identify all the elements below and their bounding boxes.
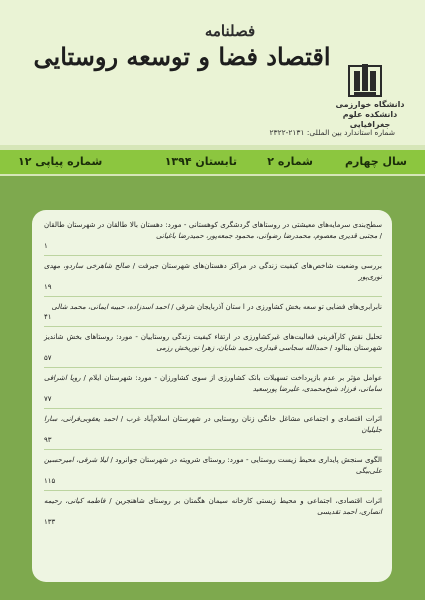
toc-entry xyxy=(44,261,382,297)
issue-season: تابستان ۱۳۹۴ xyxy=(164,155,237,168)
volume-year: سال چهارم xyxy=(344,155,407,168)
university-name-text: دانشگاه خوارزمی xyxy=(335,100,405,109)
article-authors: حمدالله سجاسی قیداری، حمید شایان، زهرا نوریخش رزمی xyxy=(156,344,328,352)
article-authors: فاطمه کیانی، رحیمه انصاری، احمد تقدیسی xyxy=(44,497,382,516)
article-title: نابرابری‌های فضایی تو سعه بخش کشاورزی در ا ستان آذربایجان شرقی / xyxy=(171,303,382,311)
article-page: ۴۱ xyxy=(44,313,52,321)
toc-divider xyxy=(44,449,382,450)
article-page: ۷۷ xyxy=(44,395,52,403)
toc-divider xyxy=(44,367,382,368)
article-page: ۹۳ xyxy=(44,436,52,444)
faculty-name-text: دانشکده علوم جغرافیایی xyxy=(342,110,398,129)
article-authors: احمد یعقوبی‌فرانی، سارا جلیلیان xyxy=(44,415,382,434)
toc-entry xyxy=(44,302,382,327)
article-title: سطح‌بندی سرمایه‌های معیشتی در روستاهای گردشگری کوهستانی - مورد: دهستان بالا طالقان در شهرستان طالقان / xyxy=(44,221,382,240)
article-page: ۱۹ xyxy=(44,283,52,291)
article-title: الگوی سنجش پایداری محیط زیست روستایی - مورد: روستای شرویته در شهرستان جوانرود / xyxy=(110,456,383,464)
toc-entry xyxy=(44,220,382,256)
article-title: اثرات اقتصادی و اجتماعی مشاغل خانگی زنان روستایی در شهرستان اسلام‌آباد غرب / xyxy=(120,415,382,423)
toc-entry xyxy=(44,332,382,368)
article-authors: لیلا شرفی، امیرحسین علی‌بیگی xyxy=(44,456,382,475)
article-page: ۱ xyxy=(44,242,48,250)
issue-info-bar xyxy=(0,150,425,174)
journal-title: اقتصاد فضا و توسعه روستایی xyxy=(33,42,331,71)
toc-divider xyxy=(44,490,382,491)
serial-number: شماره پیاپی ۱۲ xyxy=(18,155,103,168)
toc-divider xyxy=(44,326,382,327)
article-page: ۱۳۳ xyxy=(44,518,56,526)
journal-type-label: فصلنامه xyxy=(204,22,256,40)
article-title: اثرات اقتصادی، اجتماعی و محیط زیستی کارخانه سیمان هگمتان بر روستای شاهنجرین / xyxy=(109,497,383,505)
university-name xyxy=(335,100,405,130)
article-page: ۱۱۵ xyxy=(44,477,56,485)
issue-number: شماره ۲ xyxy=(267,155,313,168)
toc-divider xyxy=(44,296,382,297)
toc-entry xyxy=(44,414,382,450)
article-authors: رویا اشرافی سامانی، فرزاد شیخ‌محمدی، علیرضا پورسعید xyxy=(44,374,382,393)
toc-entry xyxy=(44,455,382,491)
article-authors: صالح شاهرخی ساردو، مهدی نوری‌پور xyxy=(44,262,382,281)
article-authors: احمد اسدزاده، حبیبه ایمانی، محمد شالی xyxy=(51,303,170,311)
article-authors: مجتبی قدیری معصوم، محمدرضا رضوانی، محمود جمعه‌پور، حمیدرضا باغیانی xyxy=(156,232,378,240)
toc-divider xyxy=(44,255,382,256)
toc-entry xyxy=(44,373,382,409)
article-title: تحلیل نقش کارآفرینی فعالیت‌های غیرکشاورزی در ارتقاء کیفیت زندگی روستاییان - مورد: روستاهای بخش شاندیز شهرستان بینالود / xyxy=(44,333,382,352)
journal-header xyxy=(0,0,425,145)
issn-number: شماره استاندارد بین المللی: ۲۱۳۱-۲۳۲۲ xyxy=(269,128,395,137)
article-title: عوامل مؤثر بر عدم بازپرداخت تسهیلات بانک کشاورزی از سوی کشاورزان - مورد: شهرستان ایلام / xyxy=(83,374,383,382)
toc-entry xyxy=(44,496,382,527)
toc-divider xyxy=(44,408,382,409)
article-title: بررسی وضعیت شاخص‌های کیفیت زندگی در مراکز دهستان‌های شهرستان جیرفت / xyxy=(132,262,382,270)
university-emblem-icon xyxy=(345,60,385,100)
table-of-contents xyxy=(44,220,382,527)
article-page: ۵۷ xyxy=(44,354,52,362)
